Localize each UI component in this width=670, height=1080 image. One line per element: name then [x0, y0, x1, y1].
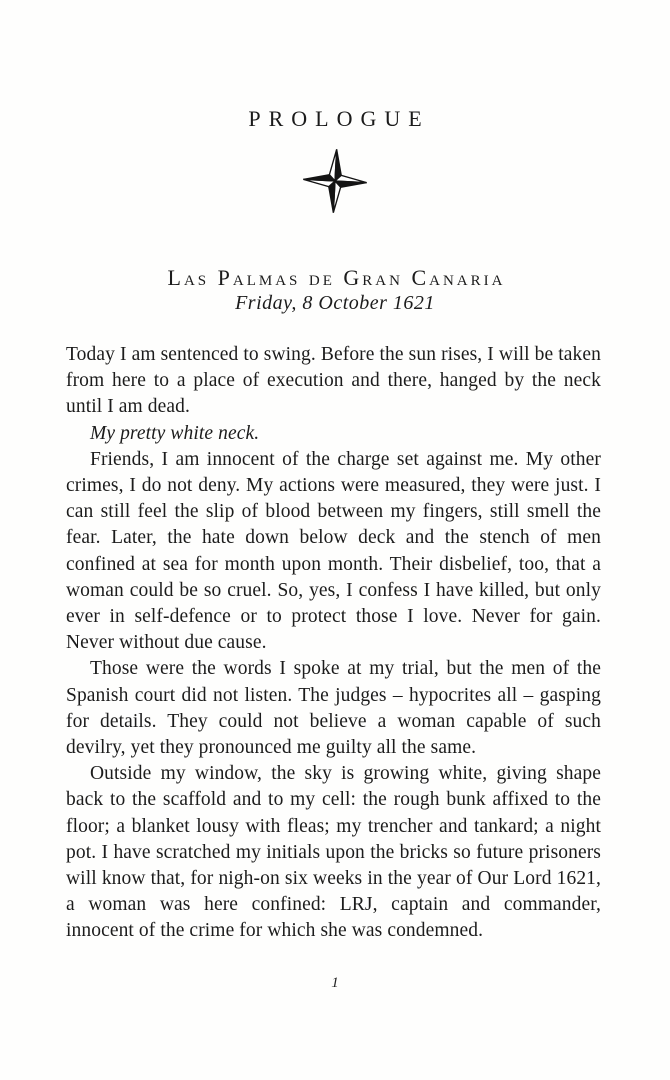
page-number: 1: [331, 975, 339, 991]
paragraph: Those were the words I spoke at my trial, but the men of the Spanish court did not listen. The judges – hypocrites all – gasping for details. They could not believe a woman capable of such devilry, yet they pronounced me guilty all the same.: [66, 658, 601, 759]
paragraph: Outside my window, the sky is growing white, giving shape back to the scaffold and to my cell: the rough bunk affixed to the floor; a blanket lousy with fleas; my trencher and tankard; a night pot. I have scratched my initials upon the bricks so future prisoners will know that, for nigh-on six weeks in the year of Our Lord 1621, a woman was here confined: LRJ, captain and commander, innocent of the crime for which she was condemned.: [66, 763, 601, 942]
date-line: Friday, 8 October 1621: [235, 292, 435, 314]
compass-star-icon: [0, 145, 670, 219]
body-text: [66, 342, 601, 945]
location-line: Las Palmas de Gran Canaria: [167, 265, 506, 290]
paragraph: Friends, I am innocent of the charge set against me. My other crimes, I do not deny. My actions were measured, they were just. I can still feel the slip of blood between my fingers, still smell the fear. Later, the hate down below deck and the stench of men confined at sea for month upon month. Their disbelief, too, that a woman could be so cruel. So, yes, I confess I have killed, but only ever in self-defence or to protect those I love. Never for gain. Never without due cause.: [66, 448, 601, 654]
paragraph: My pretty white neck.: [90, 422, 260, 444]
chapter-heading: PROLOGUE: [248, 106, 430, 131]
paragraph: Today I am sentenced to swing. Before the sun rises, I will be taken from here to a place of execution and there, hanged by the neck until I am dead.: [66, 344, 601, 418]
